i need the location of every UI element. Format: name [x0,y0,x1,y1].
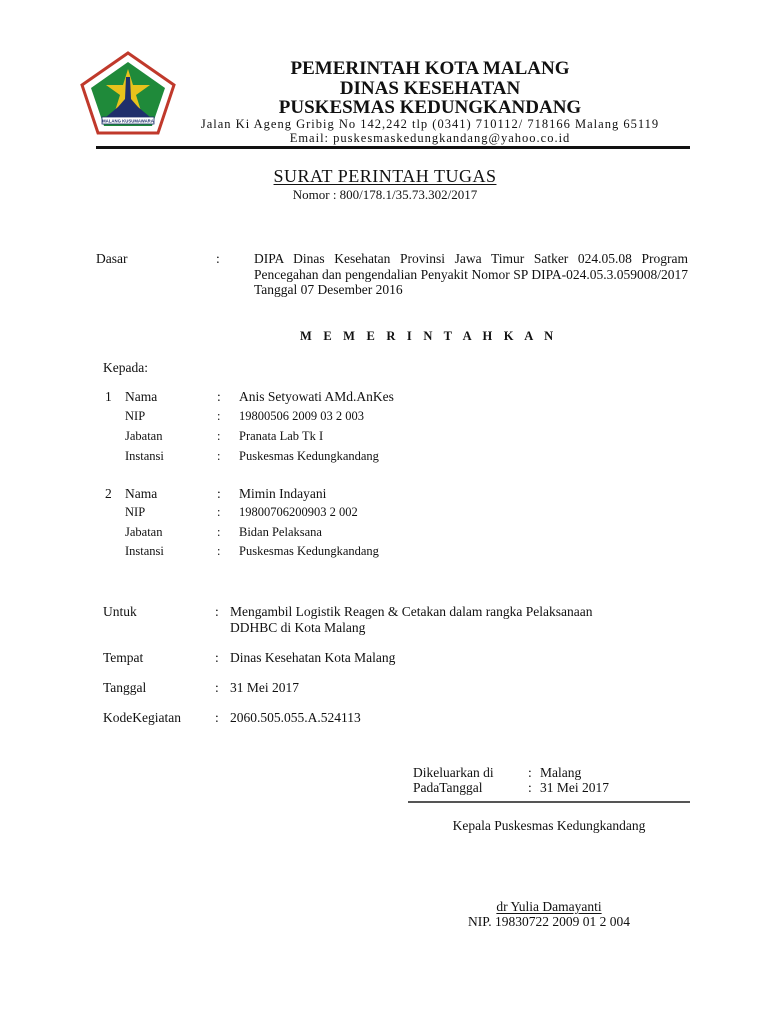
kepada-label: Kepada: [103,360,148,375]
field-colon: : [528,765,532,780]
field-colon: : [215,604,219,619]
kode-kegiatan-label: KodeKegiatan [103,710,181,725]
signatory-nip: NIP. 19830722 2009 01 2 004 [467,914,630,929]
assignee-number: 2 [105,486,112,501]
field-colon: : [217,389,221,404]
field-label: NIP [125,505,146,519]
assignee-name: Anis Setyowati AMd.AnKes [239,389,394,404]
field-colon: : [217,505,221,519]
field-label: Nama [125,389,158,404]
kode-kegiatan-value: 2060.505.055.A.524113 [230,710,361,725]
assignee-institution: Puskesmas Kedungkandang [239,544,379,558]
field-colon: : [217,544,221,558]
field-colon: : [217,449,221,463]
field-colon: : [215,650,219,665]
field-label: Jabatan [125,525,163,539]
field-colon: : [217,429,221,443]
field-label: Instansi [125,449,164,463]
tanggal-label: Tanggal [103,680,147,695]
issued-date-value: 31 Mei 2017 [540,780,609,795]
dasar-colon: : [216,251,220,266]
assignee-position: Bidan Pelaksana [239,525,322,539]
command-heading: M E M E R I N T A H K A N [300,329,558,343]
tempat-value: Dinas Kesehatan Kota Malang [230,650,396,665]
field-colon: : [217,486,221,501]
field-label: Jabatan [125,429,163,443]
letterhead-email: Email: puskesmaskedungkandang@yahoo.co.id [289,131,571,145]
letterhead-divider [96,146,690,149]
dasar-label: Dasar [96,251,128,266]
issued-date-label: PadaTanggal [413,780,483,795]
svg-text:MALANG KUSUMAWARA: MALANG KUSUMAWARA [102,118,154,124]
untuk-line1: Mengambil Logistik Reagen & Cetakan dalam rangka Pelaksanaan [230,604,593,619]
field-label: Instansi [125,544,164,558]
issued-place-label: Dikeluarkan di [413,765,494,780]
field-colon: : [217,409,221,423]
signatory-position: Kepala Puskesmas Kedungkandang [452,818,646,833]
assignee-nip: 19800706200903 2 002 [239,505,358,519]
field-colon: : [528,780,532,795]
issued-place-value: Malang [540,765,582,780]
malang-city-emblem-icon [80,51,176,135]
signature-divider [408,801,690,803]
untuk-line2: DDHBC di Kota Malang [230,620,366,635]
letterhead-institution: PUSKESMAS KEDUNGKANDANG [278,97,582,118]
assignee-institution: Puskesmas Kedungkandang [239,449,379,463]
assignee-nip: 19800506 2009 03 2 003 [239,409,364,423]
letterhead-government: PEMERINTAH KOTA MALANG [290,58,570,79]
assignee-number: 1 [105,389,112,404]
document-title: SURAT PERINTAH TUGAS [273,166,497,186]
field-colon: : [217,525,221,539]
tanggal-value: 31 Mei 2017 [230,680,299,695]
field-colon: : [215,710,219,725]
signatory-name: dr Yulia Damayanti [496,899,602,914]
field-label: NIP [125,409,146,423]
assignee-name: Mimin Indayani [239,486,327,501]
assignee-position: Pranata Lab Tk I [239,429,324,443]
dasar-text: DIPA Dinas Kesehatan Provinsi Jawa Timur Satker 024.05.08 Program Pencegahan dan pengendalian Penyakit Nomor SP DIPA-024.05.3.059008/2017 Tanggal 07 Desember 2016 [254,251,688,297]
letterhead-department: DINAS KESEHATAN [339,78,521,99]
document-number: Nomor : 800/178.1/35.73.302/2017 [292,187,478,202]
field-label: Nama [125,486,158,501]
field-colon: : [215,680,219,695]
tempat-label: Tempat [103,650,144,665]
untuk-label: Untuk [103,604,137,619]
letterhead-address: Jalan Ki Ageng Gribig No 142,242 tlp (0341) 710112/ 718166 Malang 65119 [200,117,660,131]
